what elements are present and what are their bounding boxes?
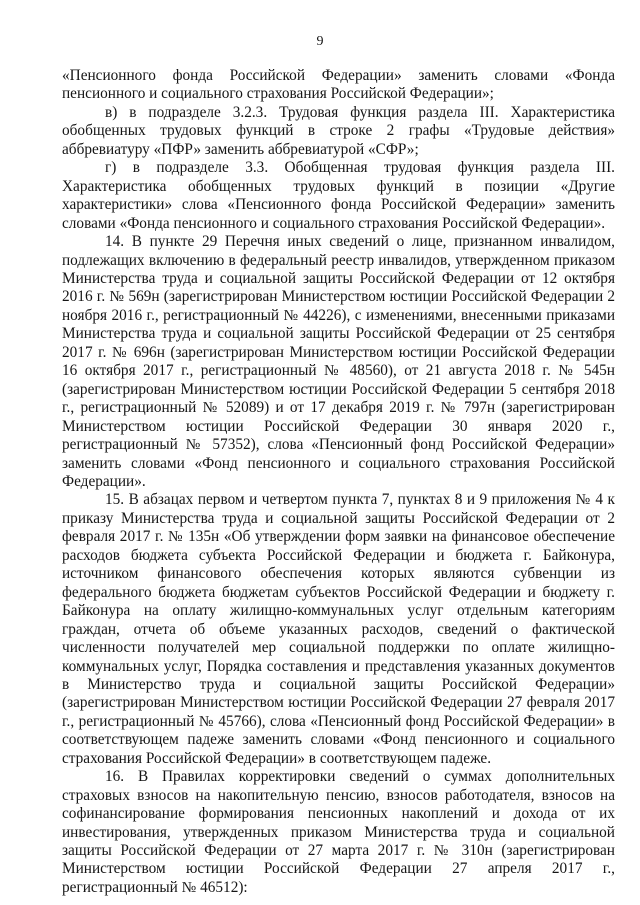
paragraph-item-14: 14. В пункте 29 Перечня иных сведений о лице, признанном инвалидом, подлежащих включению в федеральный реестр инвалидов, утвержденном приказом Министерства труда и социальной защиты Российской Федерации от 12 октября 2016 г. № 569н (зарегистрирован Министерством юстиции Российской Федерации 2 ноября 2016 г., регистрационный № 44226), с изменениями, внесенными приказами Министерства труда и социальной защиты Российской Федерации от 25 сентября 2017 г. № 696н (зарегистрирован Министерством юстиции Российской Федерации 16 октября 2017 г., регистрационный № 48560), от 21 августа 2018 г. № 545н (зарегистрирован Министерством юстиции Российской Федерации 5 сентября 2018 г., регистрационный № 52089) и от 17 декабря 2019 г. № 797н (зарегистрирован Министерством юстиции Российской Федерации 30 января 2020 г., регистрационный № 57352), слова «Пенсионный фонд Российской Федерации» заменить словами «Фонд пенсионного и социального страхования Российской Федерации».	[62, 233, 615, 490]
page-number: 9	[316, 34, 324, 49]
document-body	[62, 67, 615, 897]
paragraph-item-15: 15. В абзацах первом и четвертом пункта 7, пунктах 8 и 9 приложения № 4 к приказу Министерства труда и социальной защиты Российской Федерации от 2 февраля 2017 г. № 135н «Об утверждении форм заявки на финансовое обеспечение расходов бюджета субъекта Российской Федерации и бюджета г. Байконура, источником финансового обеспечения которых являются субвенции из федерального бюджета бюджетам субъектов Российской Федерации и бюджету г. Байконура на оплату жилищно-коммунальных услуг отдельным категориям граждан, отчета об объеме указанных расходов, сведений о фактической численности получателей мер социальной поддержки по оплате жилищно-коммунальных услуг, Порядка составления и представления указанных документов в Министерство труда и социальной защиты Российской Федерации» (зарегистрирован Министерством юстиции Российской Федерации 27 февраля 2017 г., регистрационный № 45766), слова «Пенсионный фонд Российской Федерации» в соответствующем падеже заменить словами «Фонд пенсионного и социального страхования Российской Федерации» в соответствующем падеже.	[62, 491, 615, 767]
paragraph-item-v: в) в подразделе 3.2.3. Трудовая функция раздела III. Характеристика обобщенных трудовых функций в строке 2 графы «Трудовые действия» аббревиатуру «ПФР» заменить аббревиатурой «СФР»;	[62, 103, 615, 158]
paragraph-item-g: г) в подразделе 3.3. Обобщенная трудовая функция раздела III. Характеристика обобщенных трудовых функций в позиции «Другие характеристики» слова «Пенсионного фонда Российской Федерации» заменить словами «Фонда пенсионного и социального страхования Российской Федерации».	[62, 159, 615, 232]
paragraph-continuation: «Пенсионного фонда Российской Федерации» заменить словами «Фонда пенсионного и социального страхования Российской Федерации»;	[62, 67, 615, 103]
paragraph-item-16: 16. В Правилах корректировки сведений о суммах дополнительных страховых взносов на накопительную пенсию, взносов работодателя, взносов на софинансирование формирования пенсионных накоплений и дохода от их инвестирования, утвержденных приказом Министерства труда и социальной защиты Российской Федерации от 27 марта 2017 г. № 310н (зарегистрирован Министерством юстиции Российской Федерации 27 апреля 2017 г., регистрационный № 46512):	[62, 768, 615, 896]
